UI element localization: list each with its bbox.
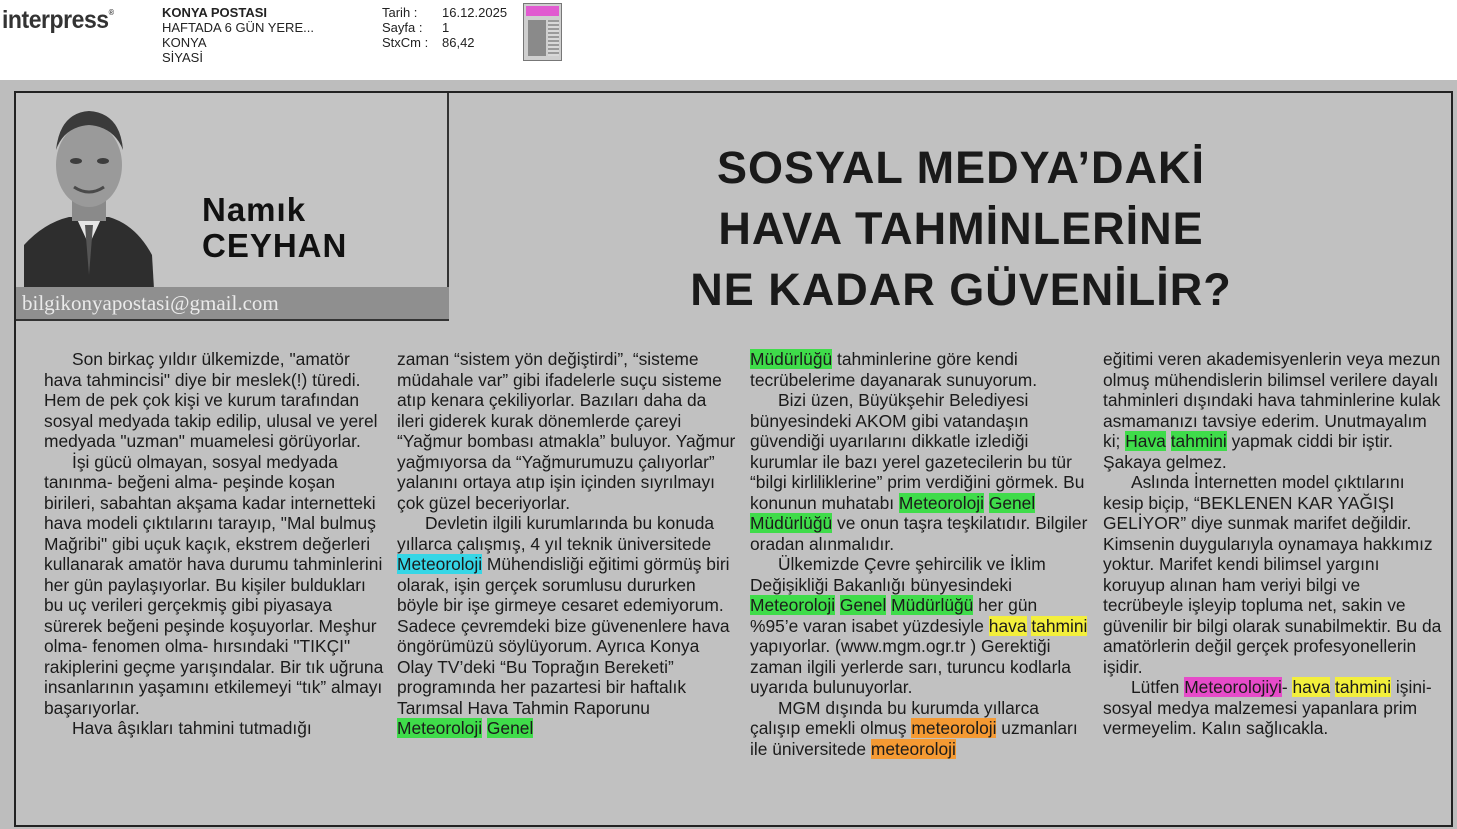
page-thumbnail[interactable] xyxy=(523,3,562,61)
paragraph-text: zaman “sistem yön değiştirdi”, “sisteme müdahale var” gibi ifadelerle suçu sisteme atıp kenara çekiliyorlar. Bazıları daha da ileri giderek kurak dönemlerde çareyi “Yağmur bombası atmakla” buluyor. Yağmur yağmıyorsa da “Yağmurumuzu çalıyorlar” yalanını ortaya atıp işin içinden sıyrılmayı çok güzel beceriyorlar. xyxy=(397,349,736,513)
clipping-meta xyxy=(382,5,507,50)
paragraph-text: her gün %95’e varan isabet yüzdesiyle xyxy=(750,595,1038,636)
paragraph-text: Mühendisliği eğitimi görmüş biri olarak, işin gerçek sorumlusu dururken böyle bir işe girmeye cesaret edemiyorum. Sadece çevremdeki bize güvenenlere hava öngörümüzü söylüyorum. Ayrıca Konya Olay TV’deki “Bu Toprağın Bereketi” programında her pazartesi bir haftalık Tarımsal Hava Tahmin Raporunu xyxy=(397,554,730,718)
thumbnail-text xyxy=(548,20,559,56)
paragraph-text: yapmak ciddi bir iştir. Şakaya gelmez. xyxy=(1103,431,1393,472)
paragraph-text: yapıyorlar. (www.mgm.ogr.tr ) Gerektiği zaman ilgili yerlerde sarı, turuncu kodlarla uyarıda bulunuyorlar. xyxy=(750,636,1071,697)
highlighted-term: Meteoroloji xyxy=(397,718,483,738)
paragraph-text: Ülkemizde Çevre şehircilik ve İklim Değişikliği Bakanlığı bünyesindeki xyxy=(750,554,1046,595)
article-paragraph xyxy=(44,452,384,719)
paragraph-text: Aslında İnternetten model çıktılarını kesip biçip, “BEKLENEN KAR YAĞIŞI GELİYOR” diye sunmak marifet değildir. Kimsenin duygularıyla oynamaya hakkımız yoktur. Marifet kendi bilimsel yargını koruyup alınan ham veriyi bilgi ve tecrübeyle işleyip topluma net, sakin ve güvenilir bir bilgi olarak sunabilmektir. Bu da amatörlerin değil gerçek profesyonellerin işidir. xyxy=(1103,472,1442,677)
paragraph-text: Hava âşıkları tahmini tutmadığı xyxy=(72,718,312,738)
highlighted-term: Müdürlüğü xyxy=(750,513,833,533)
article-column-2 xyxy=(397,349,737,739)
headline-line: SOSYAL MEDYA’DAKİ xyxy=(717,142,1205,193)
paragraph-text: Bizi üzen, Büyükşehir Belediyesi bünyesindeki AKOM gibi vatandaşın güvendiği uyarılarını dikkatle izlediği kurumlar ile bazı yerel gazetecilerin bu tür “bilgi kirliliklerine” prim verdiğini görmek. Bu konunun muhatabı xyxy=(750,390,1085,513)
paragraph-text: - xyxy=(1281,677,1293,697)
publication-frequency: HAFTADA 6 GÜN YERE... xyxy=(162,20,314,35)
publication-name: KONYA POSTASI xyxy=(162,5,267,20)
thumbnail-highlight xyxy=(526,6,559,16)
meta-row-page: Sayfa : 1 xyxy=(382,20,450,35)
paragraph-text: Devletin ilgili kurumlarında bu konuda yıllarca çalışmış, 4 yıl teknik üniversitede xyxy=(397,513,715,554)
paragraph-text: uzmanları ile üniversitede xyxy=(750,718,1078,759)
meta-row-size: StxCm : 86,42 xyxy=(382,35,475,50)
paragraph-text: MGM dışında bu kurumda yıllarca çalışıp emekli olmuş xyxy=(750,697,1039,738)
highlighted-term: Müdürlüğü xyxy=(891,595,974,615)
article-paragraph xyxy=(1103,677,1443,739)
author-first-name: Namık xyxy=(202,191,307,228)
meta-row-date: Tarih : 16.12.2025 xyxy=(382,5,508,20)
article-frame xyxy=(14,91,1453,827)
publication-category: SİYASİ xyxy=(162,50,203,65)
headline-line: NE KADAR GÜVENİLİR? xyxy=(690,264,1232,315)
highlighted-term: Genel xyxy=(839,595,887,615)
headline-line: HAVA TAHMİNLERİNE xyxy=(718,203,1204,254)
highlighted-term: hava xyxy=(1292,677,1331,697)
press-clipping-header xyxy=(0,0,1457,80)
highlighted-term: Meteorolojiyi xyxy=(1184,677,1282,697)
article-paragraph xyxy=(750,554,1090,698)
highlighted-term: Meteoroloji xyxy=(750,595,836,615)
article-paragraph xyxy=(1103,472,1443,677)
article-column-3 xyxy=(750,349,1090,759)
article-paragraph xyxy=(44,349,384,452)
paragraph-text: Son birkaç yıldır ülkemizde, "amatör hava tahmincisi" diye bir meslek(!) türedi. Hem de pek çok kişi ve kurum tarafından sosyal medyada takip edilip, ulusal ve yerel medyada "uzman" muamelesi görüyorlar. xyxy=(44,349,378,451)
article-paragraph xyxy=(750,349,1090,390)
thumbnail-image xyxy=(528,20,546,56)
paragraph-text: eğitimi veren akademisyenlerin veya mezun olmuş mühendislerin bilimsel verilere dayalı tahminleri dışındaki hava tahminlerine kulak asmamanızı tavsiye ederim. Unutmayalım ki; xyxy=(1103,349,1441,451)
highlighted-term: meteoroloji xyxy=(911,718,997,738)
publication-city: KONYA xyxy=(162,35,207,50)
paragraph-text: İşi gücü olmayan, sosyal medyada tanınma- beğeni alma- peşinde koşan birileri, sabahtan akşama kadar internetteki hava modeli çıktılarını tarayıp, "Mal bulmuş Mağribi" gibi uçuk kaçık, ekstrem değerleri kullanarak amatör hava durumu tahminlerini her gün paylaşıyorlar. Bu kişiler buldukları bu uç verileri gerçekmiş gibi piyasaya sürerek beğeni peşinde koşuyorlar. Meşhur olma- fenomen olma- hırsındaki "TIKÇI" rakiplerini geçme yarışındalar. Bir tık uğruna insanlarının yaşamını etkilemeyi “tık” almayı başarıyorlar. xyxy=(44,451,384,718)
highlighted-term: Müdürlüğü xyxy=(750,349,833,369)
publication-info xyxy=(162,5,314,65)
highlighted-term: meteoroloji xyxy=(870,738,956,759)
highlighted-term: tahmini xyxy=(1031,615,1088,636)
article-paragraph xyxy=(397,513,737,739)
paragraph-text: işini- sosyal medya malzemesi yapanlara prim vermeyelim. Kalın sağlıcakla. xyxy=(1103,677,1432,738)
highlighted-term: Meteoroloji xyxy=(397,554,483,574)
highlighted-term: Meteoroloji xyxy=(898,492,984,513)
article-column-1 xyxy=(44,349,384,739)
paragraph-text: ve onun taşra teşkilatıdır. Bilgiler oradan alınmalıdır. xyxy=(750,513,1088,554)
highlighted-term: tahmini xyxy=(1170,431,1227,451)
highlighted-term: tahmini xyxy=(1335,677,1392,697)
article-paragraph xyxy=(750,390,1090,554)
highlighted-term: Genel xyxy=(988,492,1036,513)
highlighted-term: Genel xyxy=(486,718,534,738)
highlighted-term: hava xyxy=(988,615,1027,636)
article-paragraph xyxy=(44,718,384,739)
interpress-logo: interpress® xyxy=(2,6,114,34)
paragraph-text: Lütfen xyxy=(1131,677,1185,697)
author-photo xyxy=(24,95,154,289)
headline xyxy=(616,137,1306,320)
author-email[interactable]: bilgikonyapostasi@gmail.com xyxy=(16,287,449,319)
article-column-4 xyxy=(1103,349,1443,739)
article-clipping xyxy=(0,80,1457,829)
author-last-name: CEYHAN xyxy=(202,227,348,264)
highlighted-term: Hava xyxy=(1125,431,1166,451)
author-box xyxy=(16,93,449,321)
paragraph-text xyxy=(1166,431,1171,451)
paragraph-text: tahminlerine göre kendi tecrübelerime dayanarak sunuyorum. xyxy=(750,349,1038,390)
article-paragraph xyxy=(750,698,1090,760)
article-paragraph xyxy=(1103,349,1443,472)
article-paragraph xyxy=(397,349,737,513)
